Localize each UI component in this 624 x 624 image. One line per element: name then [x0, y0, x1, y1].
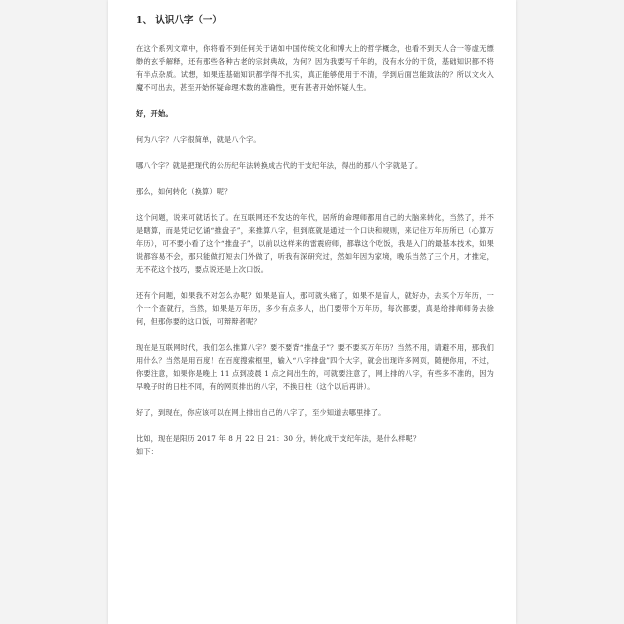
- document-body: [136, 42, 494, 458]
- section-heading: 1、 认识八字（一）: [136, 15, 222, 26]
- paragraph: 还有个问题，如果我不对怎么办呢？如果是盲人，那可就头痛了，如果不是盲人，就好办，去买个万年历，一个一个查就行，当然，如果是万年历，多少有点多人，出门要带个万年历，每次都要，真是给排师师务去徐何，但那你要的这口饭，可辩辩者呢？: [136, 291, 494, 326]
- paragraph: 何为八字？八字很简单，就是八个字。: [136, 135, 261, 144]
- paragraph: 现在是互联网时代，我们怎么推算八字？要不要背“推盘子”？要不要买万年历？当然不用，请避不用，那我们用什么？当然是用百度！在百度搜索框里，输入“八字排盘”四个大字，就会出现许多网页，随便你用，不过，你要注意，如果你是晚上 11 点到凌晨 1 点之间出生的，可就要注意了，网上排的八字，有些多不准的，因为早晚子时的日柱不同，有的网页排出的八字，不换日柱（这个以后再讲）。: [136, 343, 494, 391]
- paragraph: 好了，到现在，你应该可以在网上排出自己的八字了，至少知道去哪里排了。: [136, 408, 386, 417]
- paragraph: 在这个系列文章中，你将看不到任何关于诸如中国传统文化和博大上的哲学概念，也看不到天人合一等虚无缥缈的玄乎解释，还有那些各种古老的宗封典故，为何？因为我要写千年的，没有水分的干货，基础知识都不将有半点杂质。试想，如果连基础知识都学得不扎实，真正能够使用于不清，学到后面岂能致法的？所以文火入魔不可出去，甚至开始怀疑命理术数的准确性，更有甚者开始怀疑人生。: [136, 44, 494, 92]
- paragraph: 哪八个字？就是把现代的公历纪年法转换成古代的干支纪年法，得出的那八个字就是了。: [136, 161, 423, 170]
- paragraph: 比如，现在是阳历 2017 年 8 月 22 日 21：30 分，转化成干支纪年法，是什么样呢？ 如下：: [136, 434, 421, 456]
- document-page: [108, 0, 516, 624]
- paragraph: 那么，如何转化（换算）呢？: [136, 187, 232, 196]
- paragraph: 好，开始。: [136, 109, 173, 118]
- paragraph: 这个问题，说来可就话长了。在互联网还不发达的年代，居所的命理师都用自己的大脑来转化，当然了，并不是瞎算，而是凭记忆诵“推盘子”，来推算八字，但到底就是通过一个口诀和规则，来记住万年历所已（心算万年历），可不要小看了这个“推盘子”，以前以这样来的雷震府师，都靠这个吃饭，我是入门的最基本技术，如果说都容易不会，那只能做打短去门外做了，听我有深研究过，然如年因为家境，晚乐当然了三个月，才推定，无不花这个技巧，要点说还是上次口饭。: [136, 213, 494, 274]
